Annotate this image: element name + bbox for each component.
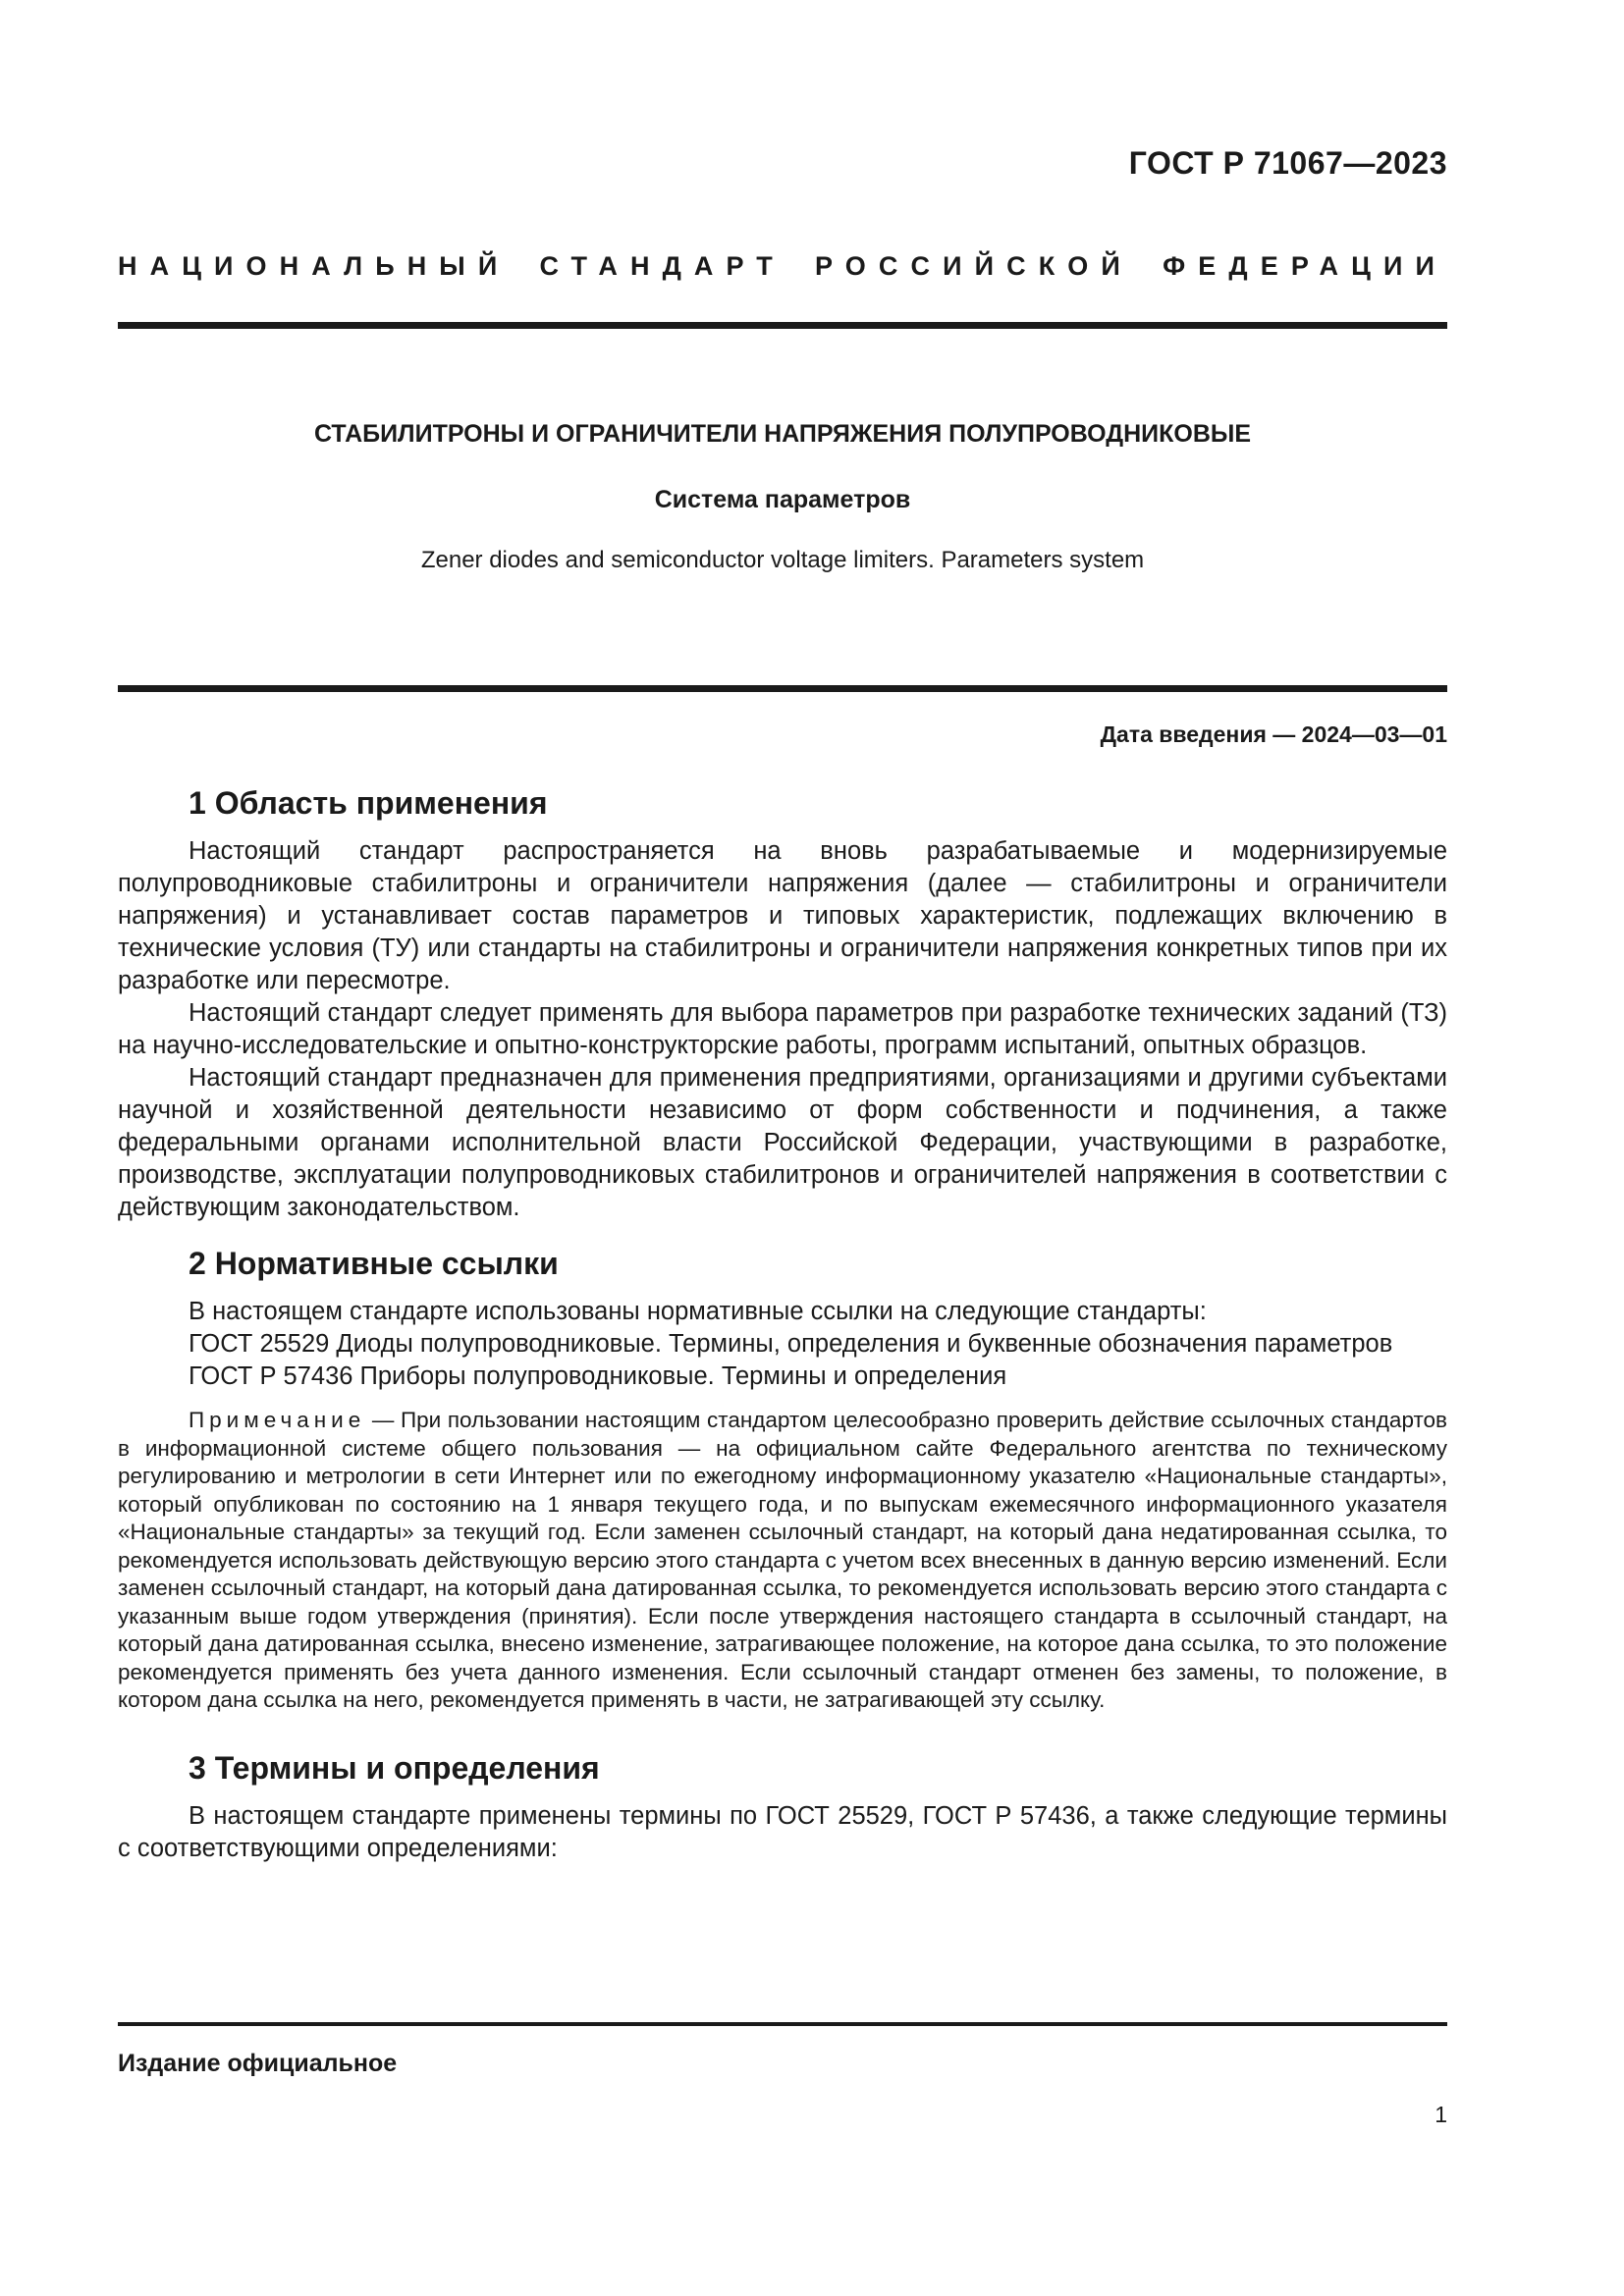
section-normative-references	[118, 1246, 1447, 1715]
standard-number: ГОСТ Р 71067—2023	[1128, 145, 1447, 181]
document-body	[118, 785, 1447, 1865]
page-number: 1	[1435, 2102, 1447, 2127]
document-title-english: Zener diodes and semiconductor voltage limiters. Parameters system	[420, 547, 1145, 573]
header-divider	[118, 322, 1447, 329]
section-heading: 1 Область применения	[189, 785, 548, 821]
paragraph: Настоящий стандарт следует применять для выбора параметров при разработке технических заданий (ТЗ) на научно-исследовательские и опытно-конструкторские работы, программ испытаний, опытных образцов.	[118, 999, 1447, 1059]
paragraph: В настоящем стандарте применены термины по ГОСТ 25529, ГОСТ Р 57436, а также следующие термины с соответствующими определениями:	[118, 1801, 1447, 1862]
section-scope	[118, 785, 1447, 1224]
paragraph: Настоящий стандарт распространяется на вновь разрабатываемые и модернизируемые полупроводниковые стабилитроны и ограничители напряжения (далее — стабилитроны и ограничители напряжения) и устанавливает состав параметров и типовых характеристик, подлежащих включению в технические условия (ТУ) или стандарты на стабилитроны и ограничители напряжения конкретных типов при их разработке или пересмотре.	[118, 837, 1447, 994]
reference-intro: В настоящем стандарте использованы нормативные ссылки на следующие стандарты:	[189, 1298, 1207, 1325]
note-label: Примечание	[189, 1408, 366, 1432]
section-terms	[118, 1750, 1447, 1865]
spacer	[118, 1715, 1447, 1750]
section-heading: 3 Термины и определения	[189, 1749, 600, 1786]
introduction-date: Дата введения — 2024—03—01	[1100, 721, 1447, 747]
note	[118, 1407, 1447, 1715]
official-edition-label: Издание официальное	[118, 2050, 398, 2077]
reference-item: ГОСТ Р 57436 Приборы полупроводниковые. Термины и определения	[189, 1362, 1007, 1390]
footer-divider	[118, 2022, 1447, 2026]
reference-item: ГОСТ 25529 Диоды полупроводниковые. Термины, определения и буквенные обозначения параметров	[189, 1330, 1393, 1358]
spacer	[118, 1224, 1447, 1246]
document-subtitle: Система параметров	[654, 486, 911, 513]
national-standard-banner: НАЦИОНАЛЬНЫЙ СТАНДАРТ РОССИЙСКОЙ ФЕДЕРАЦИИ	[118, 251, 1447, 281]
title-divider	[118, 685, 1447, 692]
note-text: — При пользовании настоящим стандартом целесообразно проверить действие ссылочных стандартов в информационной системе общего пользования — на официальном сайте Федерального агентства по техническому регулированию и метрологии в сети Интернет или по ежегодному информационному указателю «Национальные стандарты», который опубликован по состоянию на 1 января текущего года, и по выпускам ежемесячного информационного указателя «Национальные стандарты» за текущий год. Если заменен ссылочный стандарт, на который дана недатированная ссылка, то рекомендуется использовать действующую версию этого стандарта с учетом всех внесенных в данную версию изменений. Если заменен ссылочный стандарт, на который дана датированная ссылка, то рекомендуется использовать версию этого стандарта с указанным выше годом утверждения (принятия). Если после утверждения настоящего стандарта в ссылочный стандарт, на который дана датированная ссылка, внесено изменение, затрагивающее положение, на которое дана ссылка, то это положение рекомендуется применять без учета данного изменения. Если ссылочный стандарт отменен без замены, то положение, в котором дана ссылка на него, рекомендуется применять в части, не затрагивающей эту ссылку.	[118, 1408, 1447, 1712]
document-title: СТАБИЛИТРОНЫ И ОГРАНИЧИТЕЛИ НАПРЯЖЕНИЯ ПОЛУПРОВОДНИКОВЫЕ	[313, 420, 1252, 448]
section-heading: 2 Нормативные ссылки	[189, 1246, 559, 1281]
paragraph: Настоящий стандарт предназначен для применения предприятиями, организациями и другими субъектами научной и хозяйственной деятельности независимо от форм собственности и подчинения, а также федеральными органами исполнительной власти Российской Федерации, участвующими в разработке, производстве, эксплуатации полупроводниковых стабилитронов и ограничителей напряжения в соответствии с действующим законодательством.	[118, 1064, 1447, 1221]
